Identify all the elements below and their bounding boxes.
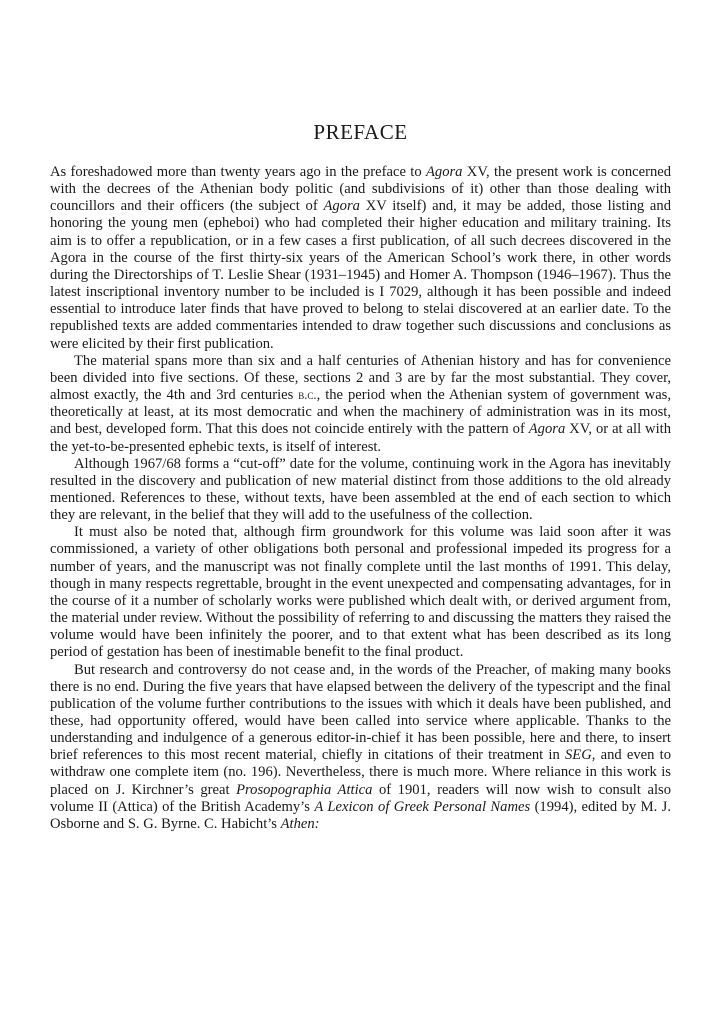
italic-text: Athen: (280, 815, 320, 832)
text-run: XV, or at all with the yet-to-be-presented ephebic texts, is itself of interest. (50, 421, 672, 455)
italic-text: SEG (564, 747, 592, 764)
paragraph (50, 524, 671, 661)
text-run: , the period when the Athenian system of government was, theoretically at least, at its most democratic and when the machinery of administration was in its most, and best, developed form. That this does not coincide entirely with the pattern of (50, 387, 672, 438)
text-run: , and even to withdraw one complete item (no. 196). Nevertheless, there is much more. Where reliance in this work is placed on J. Kirchner’s great (50, 747, 671, 798)
text-run: (1994), edited by M. J. Osborne and S. G. Byrne. C. Habicht’s (50, 798, 671, 832)
body-text (50, 164, 671, 833)
paragraph (50, 662, 671, 834)
paragraph (50, 456, 671, 525)
italic-text: Agora (323, 198, 360, 215)
text-run: b.c. (298, 388, 317, 403)
italic-text: Agora (425, 164, 463, 180)
italic-text: Prosopographia Attica (236, 781, 373, 798)
italic-text: A Lexicon of Greek Personal Names (314, 798, 531, 815)
paragraph (50, 353, 671, 456)
text-run: The material spans more than six and a half centuries of Athenian history and has for convenience been divided into five sections. Of these, sections 2 and 3 are by far the most substantial. They cover, almost exactly, the 4th and 3rd centuries (50, 352, 671, 404)
italic-text: Agora (528, 421, 566, 438)
text-run: As foreshadowed more than twenty years ago in the preface to (50, 164, 426, 180)
document-page (50, 120, 671, 833)
text-run: of 1901, readers will now wish to consult also volume II (Attica) of the British Academy’s (50, 781, 671, 815)
text-run: XV itself) and, it may be added, those listing and honoring the young men (epheboi) who had completed their higher education and military training. Its aim is to offer a republication, or in a few cases a first publication, of all such decrees discovered in the Agora in the course of the first thirty-six years of the American School’s work there, in other words during the Directorships of T. Leslie Shear (1931–1945) and Homer A. Thompson (1946–1967). Thus the latest inscriptional inventory number to be included is I 7029, although it has been possible and indeed essential to introduce later finds that have proved to belong to stelai discovered at an earlier date. To the republished texts are added commentaries intended to draw together such discussions and conclusions as were elicited by their first publication. (50, 198, 671, 352)
page-title: PREFACE (313, 120, 408, 144)
text-run: But research and controversy do not cease and, in the words of the Preacher, of making many books there is no end. During the five years that have elapsed between the delivery of the typescript and the final publication of the volume further contributions to the issues with which it deals have been published, and these, had opportunity offered, would have been called into service where applicable. Thanks to the understanding and indulgence of a generous editor-in-chief it has been possible, here and there, to insert brief references to this most recent material, chiefly in citations of their treatment in (50, 661, 671, 764)
text-run: It must also be noted that, although firm groundwork for this volume was laid soon after it was commissioned, a variety of other obligations both personal and professional impeded its progress for a number of years, and the manuscript was not finally complete until the last months of 1991. This delay, though in many respects regrettable, brought in the event unexpected and compensating advantages, for in the course of it a number of scholarly works were published which dealt with, or derived argument from, the material under review. Without the possibility of referring to and discussing the matters they raised the volume would have been infinitely the poorer, and to that extent what has been described as its long period of gestation has been of inestimable benefit to the final product. (50, 524, 671, 661)
text-run: XV, the present work is concerned with the decrees of the Athenian body politic (and subdivisions of it) other than those dealing with councillors and their officers (the subject of (50, 164, 672, 215)
text-run: Although 1967/68 forms a “cut-off” date for the volume, continuing work in the Agora has inevitably resulted in the discovery and publication of new material distinct from those additions to the old already mentioned. References to these, without texts, have been assembled at the end of each section to which they are relevant, in the belief that they will add to the usefulness of the collection. (50, 455, 671, 524)
paragraph (50, 164, 671, 353)
